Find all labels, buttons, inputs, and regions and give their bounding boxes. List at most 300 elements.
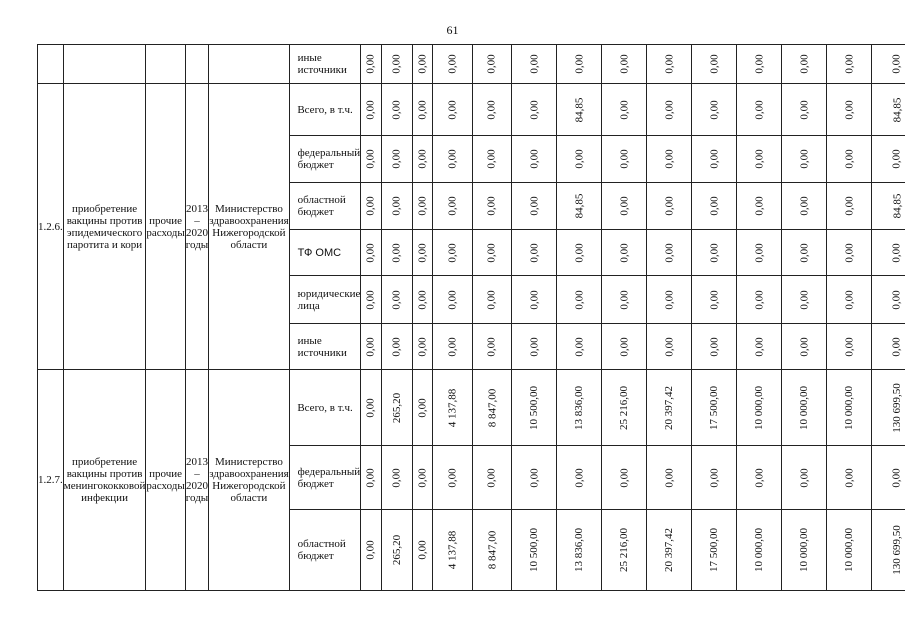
amount-cell [381,84,412,136]
amount-value: 0,00 [753,54,766,74]
empty-cell [63,45,146,84]
amount-cell [381,370,412,446]
amount-value: 0,00 [365,467,378,488]
amount-cell [557,230,602,276]
amount-value: 13 836,00 [573,528,586,572]
amount-cell [412,183,432,230]
amount-value: 0,00 [753,99,766,120]
amount-value: 10 000,00 [753,528,766,572]
amount-value: 0,00 [365,289,378,310]
amount-cell [692,230,737,276]
budget-table-container [37,44,905,591]
budget-table [37,44,905,591]
amount-value: 84,85 [890,97,903,122]
amount-value: 0,00 [390,289,403,310]
amount-cell [557,45,602,84]
amount-value: 8 847,00 [485,388,498,427]
amount-cell [692,183,737,230]
funding-source-label: иные источники [289,45,361,84]
amount-value: 0,00 [663,467,676,488]
amount-value: 0,00 [485,289,498,310]
amount-value: 0,00 [528,467,541,488]
amount-cell [827,276,872,324]
amount-cell [472,45,512,84]
amount-cell [782,136,827,183]
amount-value: 0,00 [365,336,378,357]
amount-value: 0,00 [663,149,676,169]
amount-value: 0,00 [618,196,631,216]
amount-cell [433,276,473,324]
amount-cell [361,183,381,230]
amount-value: 0,00 [890,149,903,169]
amount-value: 0,00 [753,289,766,310]
amount-cell [737,230,782,276]
amount-value: 0,00 [573,467,586,488]
amount-value: 0,00 [528,289,541,310]
implementation-period: 2013 – 2020 годы [185,84,208,370]
amount-cell [647,136,692,183]
amount-value: 0,00 [390,242,403,263]
amount-cell [472,510,512,591]
amount-value: 0,00 [753,467,766,488]
amount-value: 10 500,00 [528,385,541,430]
amount-cell [602,446,647,510]
executor: Министерство здравоохранения Нижегородской области [209,370,289,591]
amount-cell [872,446,905,510]
amount-cell [433,510,473,591]
amount-cell [647,183,692,230]
amount-value: 13 836,00 [573,385,586,430]
amount-value: 10 000,00 [798,528,811,572]
amount-value: 0,00 [618,149,631,169]
amount-value: 0,00 [365,99,378,120]
amount-cell [737,136,782,183]
amount-cell [872,183,905,230]
amount-cell [782,45,827,84]
amount-cell [782,276,827,324]
amount-value: 0,00 [365,54,378,74]
amount-value: 84,85 [573,193,586,219]
amount-cell [512,370,557,446]
amount-value: 84,85 [573,97,586,122]
amount-value: 0,00 [798,54,811,74]
amount-value: 0,00 [708,54,721,74]
funding-source-label: федеральный бюджет [289,446,361,510]
amount-value: 0,00 [446,289,459,310]
amount-cell [557,276,602,324]
amount-cell [692,276,737,324]
amount-value: 0,00 [528,196,541,216]
amount-cell [737,183,782,230]
amount-cell [412,446,432,510]
amount-value: 0,00 [798,289,811,310]
amount-cell [782,230,827,276]
amount-cell [782,324,827,370]
amount-cell [647,230,692,276]
amount-cell [647,370,692,446]
amount-cell [361,324,381,370]
table-row [38,84,905,136]
amount-value: 0,00 [663,196,676,216]
amount-value: 0,00 [618,54,631,74]
expense-type: прочие расходы [146,370,185,591]
amount-cell [412,84,432,136]
amount-cell [872,276,905,324]
amount-value: 0,00 [416,196,429,216]
amount-cell [692,84,737,136]
amount-cell [412,324,432,370]
amount-cell [381,45,412,84]
amount-value: 0,00 [365,242,378,263]
amount-cell [361,510,381,591]
amount-value: 0,00 [485,149,498,169]
amount-cell [472,84,512,136]
amount-value: 17 500,00 [708,385,721,430]
amount-value: 0,00 [753,149,766,169]
amount-cell [381,276,412,324]
amount-value: 0,00 [446,336,459,357]
amount-cell [827,510,872,591]
amount-cell [737,45,782,84]
amount-value: 0,00 [663,336,676,357]
amount-cell [872,370,905,446]
amount-cell [782,370,827,446]
amount-cell [433,84,473,136]
empty-cell [38,45,64,84]
amount-value: 0,00 [416,54,429,74]
amount-cell [433,183,473,230]
amount-cell [827,446,872,510]
amount-value: 0,00 [843,467,856,488]
amount-value: 84,85 [890,193,903,219]
amount-value: 0,00 [416,540,429,560]
amount-cell [602,136,647,183]
amount-cell [381,230,412,276]
amount-cell [872,84,905,136]
amount-value: 0,00 [708,99,721,120]
amount-cell [737,510,782,591]
amount-value: 0,00 [573,242,586,263]
amount-value: 0,00 [753,336,766,357]
amount-value: 0,00 [390,196,403,216]
amount-cell [782,84,827,136]
amount-value: 0,00 [798,196,811,216]
funding-source-label: областной бюджет [289,183,361,230]
amount-cell [472,370,512,446]
amount-cell [472,183,512,230]
amount-value: 10 000,00 [753,385,766,430]
amount-cell [433,136,473,183]
amount-value: 4 137,88 [446,530,459,570]
amount-value: 0,00 [753,242,766,263]
amount-value: 0,00 [485,467,498,488]
item-name: приобретение вакцины против эпидемического паротита и кори [63,84,146,370]
page-number: 61 [446,23,459,37]
amount-value: 0,00 [485,54,498,74]
amount-cell [602,183,647,230]
amount-value: 0,00 [365,196,378,216]
amount-value: 0,00 [390,467,403,488]
amount-value: 0,00 [843,196,856,216]
amount-value: 0,00 [416,467,429,488]
amount-value: 0,00 [708,289,721,310]
amount-cell [512,230,557,276]
amount-cell [557,84,602,136]
amount-value: 0,00 [485,196,498,216]
amount-cell [602,230,647,276]
amount-value: 0,00 [890,467,903,488]
amount-cell [361,136,381,183]
amount-cell [512,276,557,324]
amount-value: 0,00 [753,196,766,216]
amount-cell [692,446,737,510]
amount-value: 0,00 [365,540,378,560]
item-name: приобретение вакцины против менингококковой инфекции [63,370,146,591]
amount-cell [827,84,872,136]
expense-type: прочие расходы [146,84,185,370]
amount-value: 0,00 [390,149,403,169]
amount-value: 0,00 [618,99,631,120]
amount-value: 0,00 [618,336,631,357]
amount-cell [602,276,647,324]
amount-value: 10 000,00 [798,385,811,430]
amount-cell [472,230,512,276]
empty-cell [146,45,185,84]
funding-source-label: Всего, в т.ч. [289,84,361,136]
amount-value: 25 216,00 [618,528,631,572]
amount-value: 8 847,00 [485,530,498,570]
amount-cell [602,510,647,591]
amount-value: 0,00 [365,149,378,169]
amount-value: 0,00 [416,336,429,357]
amount-cell [602,370,647,446]
amount-cell [647,510,692,591]
implementation-period: 2013 – 2020 годы [185,370,208,591]
amount-cell [782,183,827,230]
amount-cell [737,324,782,370]
amount-cell [512,183,557,230]
funding-source-label: областной бюджет [289,510,361,591]
amount-cell [381,136,412,183]
amount-cell [433,230,473,276]
amount-cell [433,45,473,84]
amount-value: 0,00 [528,242,541,263]
amount-value: 0,00 [446,149,459,169]
amount-cell [872,136,905,183]
amount-cell [827,45,872,84]
amount-value: 0,00 [485,99,498,120]
amount-cell [557,510,602,591]
amount-cell [737,370,782,446]
amount-value: 0,00 [446,99,459,120]
table-row [38,45,905,84]
amount-value: 0,00 [416,289,429,310]
amount-value: 0,00 [446,467,459,488]
amount-cell [433,324,473,370]
amount-cell [647,446,692,510]
amount-value: 0,00 [708,149,721,169]
amount-cell [412,45,432,84]
amount-value: 0,00 [843,336,856,357]
amount-cell [872,510,905,591]
amount-cell [557,324,602,370]
amount-value: 0,00 [485,242,498,263]
amount-value: 0,00 [890,289,903,310]
amount-cell [872,230,905,276]
amount-cell [692,45,737,84]
amount-value: 0,00 [390,336,403,357]
amount-value: 0,00 [663,54,676,74]
amount-cell [412,136,432,183]
amount-cell [361,45,381,84]
amount-cell [512,84,557,136]
amount-value: 130 699,50 [890,382,903,433]
table-row [38,370,905,446]
amount-value: 0,00 [890,54,903,74]
amount-cell [361,230,381,276]
amount-value: 0,00 [528,149,541,169]
amount-value: 0,00 [390,54,403,74]
amount-value: 0,00 [708,242,721,263]
amount-value: 0,00 [416,397,429,418]
amount-cell [433,446,473,510]
amount-cell [602,45,647,84]
amount-cell [647,324,692,370]
amount-cell [737,276,782,324]
amount-value: 0,00 [618,289,631,310]
empty-cell [209,45,289,84]
amount-value: 10 000,00 [843,528,856,572]
amount-value: 0,00 [528,336,541,357]
amount-cell [782,446,827,510]
amount-value: 0,00 [798,99,811,120]
item-number: 1.2.7. [38,370,64,591]
amount-value: 265,20 [390,534,403,566]
amount-value: 0,00 [416,99,429,120]
amount-value: 265,20 [390,392,403,423]
amount-value: 0,00 [798,149,811,169]
funding-source-label: федеральный бюджет [289,136,361,183]
amount-value: 0,00 [416,242,429,263]
amount-cell [361,84,381,136]
amount-cell [557,183,602,230]
amount-value: 10 500,00 [528,528,541,572]
amount-cell [412,510,432,591]
amount-value: 0,00 [708,467,721,488]
amount-cell [557,136,602,183]
amount-value: 0,00 [573,336,586,357]
amount-cell [782,510,827,591]
amount-value: 0,00 [798,336,811,357]
amount-cell [557,446,602,510]
amount-value: 0,00 [446,196,459,216]
amount-cell [827,136,872,183]
funding-source-label: ТФ ОМС [289,230,361,276]
amount-cell [602,324,647,370]
amount-cell [512,324,557,370]
amount-cell [433,370,473,446]
amount-value: 0,00 [843,289,856,310]
item-number: 1.2.6. [38,84,64,370]
amount-value: 0,00 [708,336,721,357]
amount-value: 0,00 [663,289,676,310]
amount-cell [472,446,512,510]
amount-cell [827,183,872,230]
amount-value: 0,00 [890,242,903,263]
amount-cell [361,446,381,510]
amount-value: 0,00 [528,99,541,120]
amount-cell [381,324,412,370]
amount-value: 0,00 [708,196,721,216]
amount-value: 0,00 [798,467,811,488]
amount-cell [412,370,432,446]
amount-cell [472,324,512,370]
amount-value: 0,00 [843,149,856,169]
amount-value: 0,00 [390,99,403,120]
amount-cell [647,84,692,136]
funding-source-label: юридические лица [289,276,361,324]
amount-value: 0,00 [573,289,586,310]
amount-value: 20 397,42 [663,385,676,430]
amount-cell [827,230,872,276]
amount-cell [512,446,557,510]
amount-cell [827,324,872,370]
amount-value: 0,00 [843,54,856,74]
amount-value: 0,00 [573,149,586,169]
amount-value: 0,00 [843,242,856,263]
amount-cell [361,370,381,446]
funding-source-label: Всего, в т.ч. [289,370,361,446]
amount-value: 0,00 [663,242,676,263]
amount-value: 20 397,42 [663,528,676,572]
amount-value: 130 699,50 [890,525,903,575]
empty-cell [185,45,208,84]
amount-cell [557,370,602,446]
funding-source-label: иные источники [289,324,361,370]
amount-cell [647,45,692,84]
amount-cell [602,84,647,136]
amount-value: 4 137,88 [446,388,459,427]
amount-value: 0,00 [573,54,586,74]
amount-cell [737,84,782,136]
amount-value: 0,00 [663,99,676,120]
amount-cell [692,136,737,183]
amount-value: 0,00 [446,242,459,263]
amount-value: 0,00 [798,242,811,263]
amount-cell [381,446,412,510]
amount-cell [827,370,872,446]
amount-value: 0,00 [416,149,429,169]
amount-cell [692,510,737,591]
amount-value: 0,00 [618,242,631,263]
amount-cell [412,276,432,324]
executor: Министерство здравоохранения Нижегородской области [209,84,289,370]
amount-value: 0,00 [843,99,856,120]
amount-cell [737,446,782,510]
amount-cell [872,45,905,84]
amount-cell [692,324,737,370]
amount-cell [647,276,692,324]
amount-value: 0,00 [890,336,903,357]
amount-cell [512,136,557,183]
amount-cell [472,276,512,324]
amount-cell [381,510,412,591]
amount-cell [692,370,737,446]
amount-cell [381,183,412,230]
amount-cell [361,276,381,324]
amount-value: 0,00 [618,467,631,488]
amount-value: 10 000,00 [843,385,856,430]
